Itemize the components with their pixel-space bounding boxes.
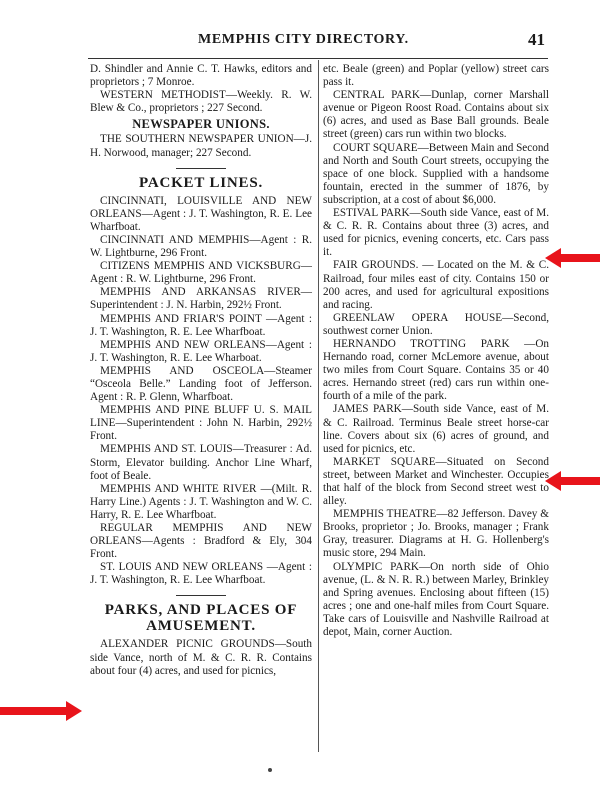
red-arrow-icon	[545, 470, 600, 492]
entry-paragraph: CENTRAL PARK—Dunlap, corner Marshall avenue or Pigeon Roost Road. Contains about six (6) acres, and used as Base Ball grounds. Beale street (green) cars run within two blocks.	[323, 89, 549, 141]
section-heading-parks: PARKS, AND PLACES OF AMUSEMENT.	[104, 602, 298, 635]
arrow-shape	[0, 701, 82, 721]
entry-paragraph: MEMPHIS AND NEW ORLEANS—Agent : J. T. Washington, R. E. Lee Wharboat.	[90, 338, 312, 364]
page-header	[90, 32, 545, 50]
entry-paragraph: MEMPHIS AND ARKANSAS RIVER—Superintendent : J. N. Harbin, 292½ Front.	[90, 286, 312, 312]
entry-paragraph: ESTIVAL PARK—South side Vance, east of M. & C. R. R. Contains about three (3) acres, and used for picnics, evening concerts, etc. Cars pass it.	[323, 207, 549, 259]
section-heading-packet-lines: PACKET LINES.	[138, 174, 264, 191]
header-rule	[88, 58, 548, 59]
arrow-shape	[545, 471, 600, 491]
entry-paragraph: etc. Beale (green) and Poplar (yellow) street cars pass it.	[323, 63, 549, 89]
entry-paragraph: REGULAR MEMPHIS AND NEW ORLEANS—Agents : Bradford & Ely, 304 Front.	[90, 522, 312, 561]
right-column	[323, 63, 549, 639]
red-arrow-icon	[0, 700, 60, 722]
entry-paragraph: MEMPHIS AND WHITE RIVER —(Milt. R. Harry Line.) Agents : J. T. Washington and W. C. Harry, R. E. Lee Wharfboat.	[90, 482, 312, 521]
entry-paragraph: THE SOUTHERN NEWSPAPER UNION—J. H. Norwood, manager; 227 Second.	[90, 133, 312, 159]
red-arrow-icon	[545, 247, 600, 269]
entry-paragraph: ST. LOUIS AND NEW ORLEANS —Agent : J. T. Washington, R. E. Lee Wharfboat.	[90, 561, 312, 587]
entry-paragraph: MEMPHIS AND PINE BLUFF U. S. MAIL LINE—Superintendent : John N. Harbin, 292½ Front.	[90, 404, 312, 443]
entry-paragraph: GREENLAW OPERA HOUSE—Second, southwest corner Union.	[323, 311, 549, 337]
column-divider	[318, 60, 319, 752]
running-title: MEMPHIS CITY DIRECTORY.	[198, 32, 409, 47]
entry-paragraph: COURT SQUARE—Between Main and Second and North and South Court streets, occupying the space of one block. Supplied with a handsome fountain, erected in the summer of 1876, by subscription, at a cost of about $6,000.	[323, 141, 550, 206]
entry-paragraph: MARKET SQUARE—Situated on Second street, between Market and Winchester. Occupies that half of the block from Second street west to alley.	[323, 455, 549, 508]
entry-paragraph: MEMPHIS THEATRE—82 Jefferson. Davey & Brooks, proprietor ; Jo. Brooks, manager ; Frank Gray, treasurer. Diagrams at H. G. Hollenberg's music store, 294 Main.	[323, 508, 549, 560]
section-heading-newspaper-unions: NEWSPAPER UNIONS.	[132, 117, 270, 132]
entry-paragraph: WESTERN METHODIST—Weekly. R. W. Blew & Co., proprietors ; 227 Second.	[90, 89, 312, 115]
entry-paragraph: MEMPHIS AND OSCEOLA—Steamer “Osceola Belle.” Landing foot of Jefferson. Agent : R. P. Glenn, Wharfboat.	[90, 364, 312, 404]
entry-paragraph: MEMPHIS AND ST. LOUIS—Treasurer : Ad. Storm, Elevator building. Anchor Line Wharf, foot of Beale.	[90, 443, 312, 482]
entry-paragraph: CINCINNATI AND MEMPHIS—Agent : R. W. Lightburne, 296 Front.	[90, 233, 312, 260]
entry-paragraph: JAMES PARK—South side Vance, east of M. & C. Railroad. Terminus Beale street horse-car line. Covers about six (6) acres of ground, and used for picnics, etc.	[323, 403, 549, 455]
left-column	[90, 63, 312, 678]
arrow-shape	[545, 248, 600, 268]
entry-paragraph: HERNANDO TROTTING PARK —On Hernando road, corner McLemore avenue, about two miles from Court Square. Contains 35 or 40 acres. Hernando street (red) cars run within one-fourth of a mile of the park.	[323, 337, 549, 403]
entry-paragraph: D. Shindler and Annie C. T. Hawks, editors and proprietors ; 7 Monroe.	[90, 63, 312, 89]
entry-paragraph: OLYMPIC PARK—On north side of Ohio avenue, (L. & N. R. R.) between Marley, Brinkley and Spring avenues. Enclosing about fifteen (15) acres ; one and one-half miles from Court Square. Take cars of Louisville and Nashville Railroad at depot, Main, corner Auction.	[323, 560, 549, 639]
section-rule	[176, 595, 226, 596]
entry-paragraph: CITIZENS MEMPHIS AND VICKSBURG—Agent : R. W. Lightburne, 296 Front.	[90, 260, 312, 286]
entry-paragraph: CINCINNATI, LOUISVILLE AND NEW ORLEANS—Agent : J. T. Washington, R. E. Lee Wharfboat.	[90, 194, 312, 233]
entry-paragraph: MEMPHIS AND FRIAR'S POINT —Agent : J. T. Washington, R. E. Lee Wharfboat.	[90, 312, 312, 338]
print-dot	[268, 768, 272, 772]
entry-paragraph: ALEXANDER PICNIC GROUNDS—South side Vance, north of M. & C. R. R. Contains about four (4) acres, and used for picnics,	[90, 638, 312, 677]
page-number: 41	[528, 30, 545, 49]
entry-paragraph: FAIR GROUNDS. — Located on the M. & C. Railroad, four miles east of city. Contains 150 or 200 acres, and used for agricultural expositions and racing.	[323, 259, 549, 311]
section-rule	[176, 168, 226, 169]
